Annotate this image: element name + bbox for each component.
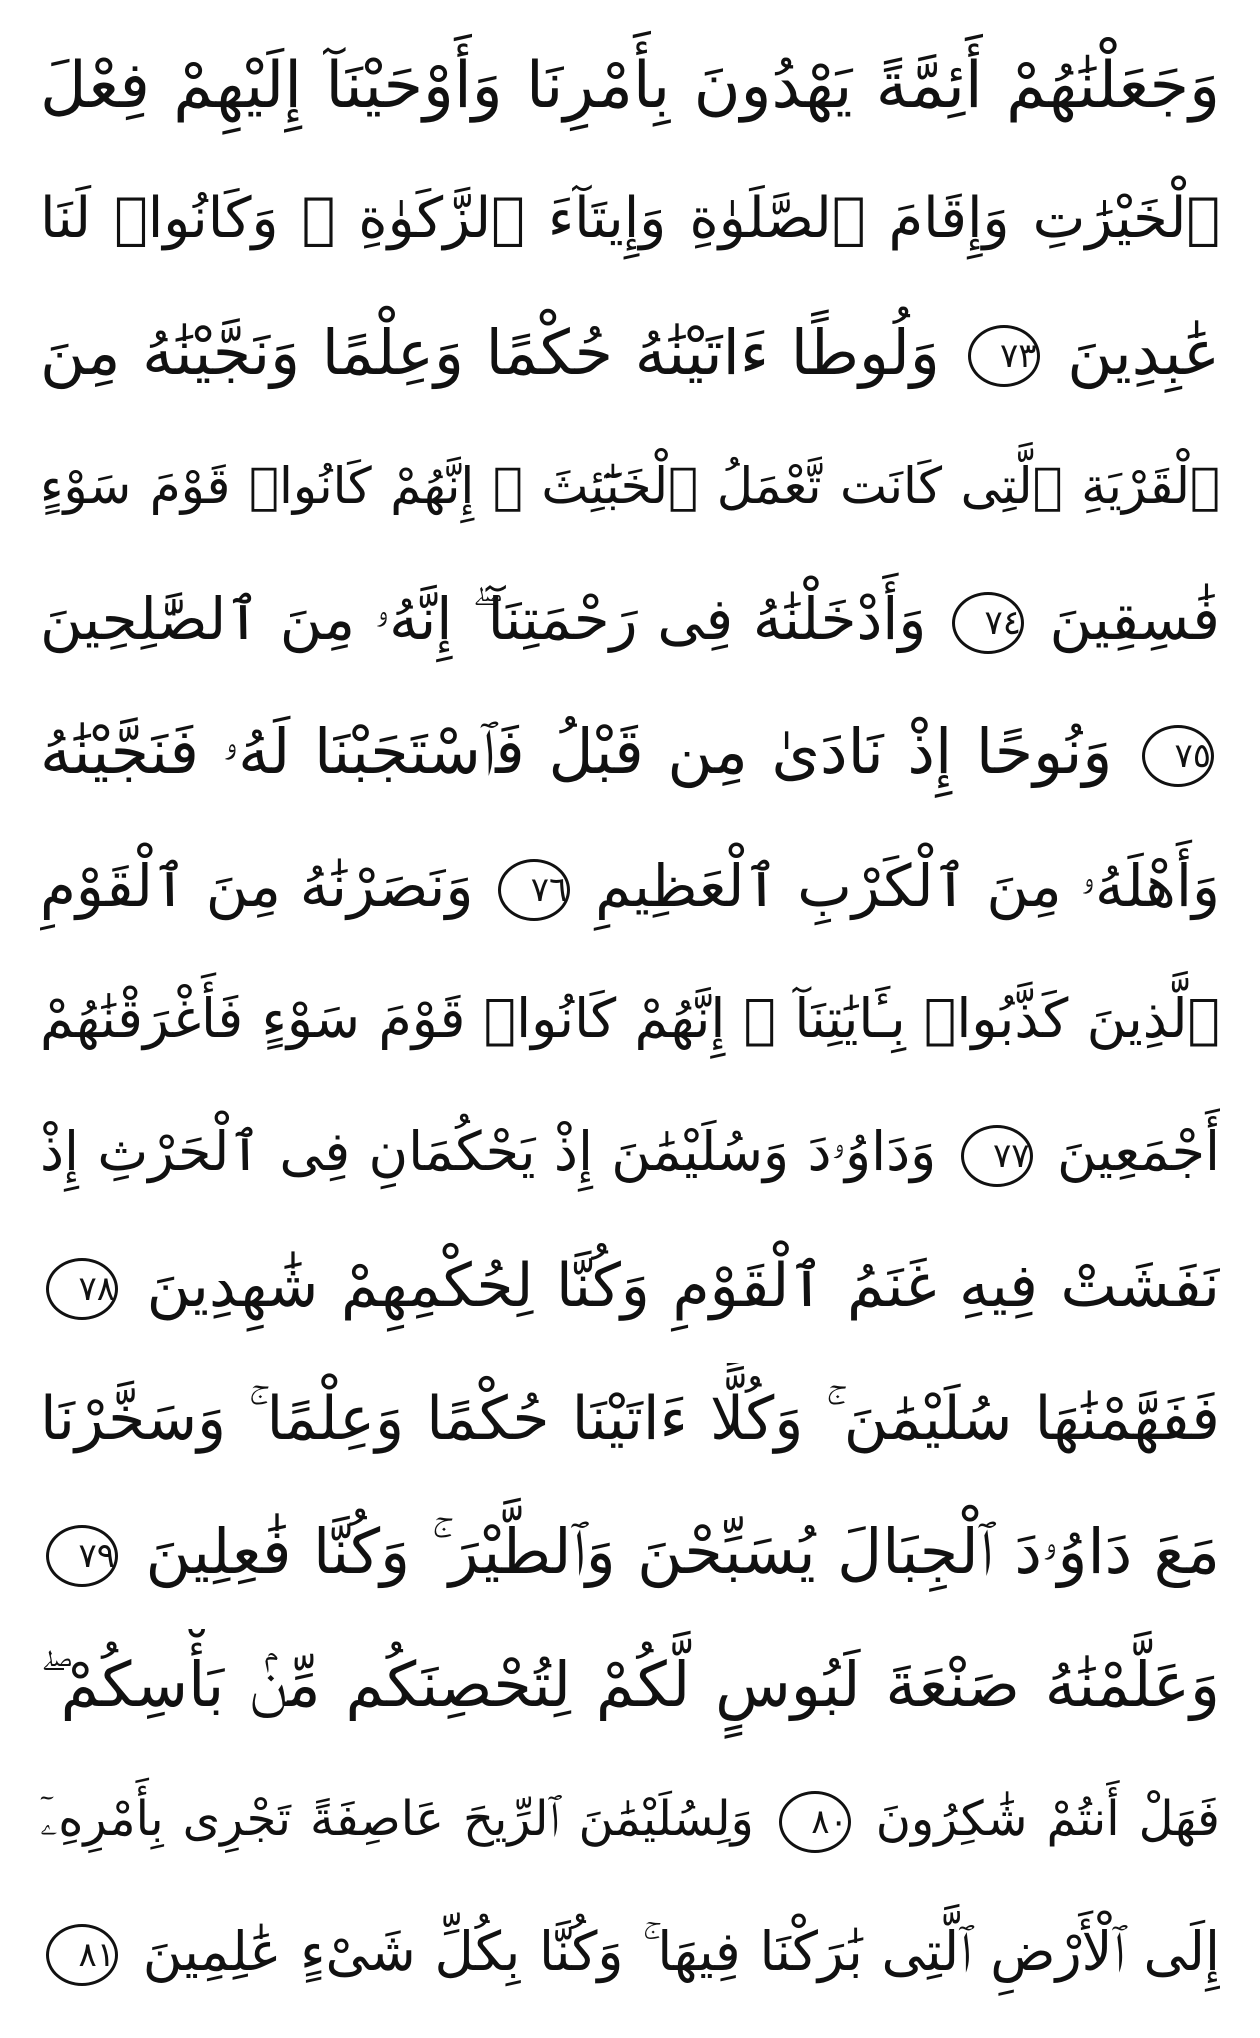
text-line — [40, 1763, 1220, 1875]
verse-text: وَدَاوُۥدَ وَسُلَيْمَٰنَ إِذْ يَحْكُمَانِ فِى ٱلْحَرْثِ إِذْ — [40, 1120, 937, 1184]
verse-text: وَأَهْلَهُۥ مِنَ ٱلْكَرْبِ ٱلْعَظِيمِ — [595, 851, 1220, 920]
verse-text: ٱلَّذِينَ كَذَّبُوا۟ بِـَٔايَٰتِنَآ ۚ إِنَّهُمْ كَانُوا۟ قَوْمَ سَوْءٍ فَأَغْرَقْنَٰهُمْ — [40, 986, 1220, 1050]
text-line — [40, 297, 1220, 409]
verse-text: فَفَهَّمْنَٰهَا سُلَيْمَٰنَ ۚ وَكُلًّا ءَاتَيْنَا حُكْمًا وَعِلْمًا ۚ وَسَخَّرْنَا — [40, 1383, 1220, 1454]
text-line — [40, 563, 1220, 675]
verse-text: إِلَى ٱلْأَرْضِ ٱلَّتِى بَٰرَكْنَا فِيهَا ۚ وَكُنَّا بِكُلِّ شَىْءٍ عَٰلِمِينَ — [142, 1919, 1220, 1983]
ayah-number-marker: ٧٣ — [968, 325, 1040, 387]
text-line — [40, 1896, 1220, 2008]
ayah-number-marker: ٨١ — [46, 1924, 118, 1986]
verse-text: وَلُوطًا ءَاتَيْنَٰهُ حُكْمًا وَعِلْمًا وَنَجَّيْنَٰهُ مِنَ — [40, 315, 940, 389]
verse-text: ٱلْخَيْرَٰتِ وَإِقَامَ ٱلصَّلَوٰةِ وَإِيتَآءَ ٱلزَّكَوٰةِ ۖ وَكَانُوا۟ لَنَا — [40, 186, 1220, 252]
verse-text: وَلِسُلَيْمَٰنَ ٱلرِّيحَ عَاصِفَةً تَجْرِى بِأَمْرِهِۦٓ — [40, 1790, 754, 1847]
verse-text: فَهَلْ أَنتُمْ شَٰكِرُونَ — [875, 1790, 1220, 1847]
text-line — [40, 163, 1220, 275]
text-line — [40, 1230, 1220, 1342]
text-line — [40, 1496, 1220, 1608]
text-line — [40, 1096, 1220, 1208]
text-line — [40, 963, 1220, 1075]
ayah-number-marker: ٧٤ — [952, 592, 1024, 654]
text-line — [40, 1629, 1220, 1741]
verse-text: وَأَدْخَلْنَٰهُ فِى رَحْمَتِنَآ ۖ إِنَّهُۥ مِنَ ٱلصَّٰلِحِينَ — [40, 585, 927, 654]
verse-text: ٱلْقَرْيَةِ ٱلَّتِى كَانَت تَّعْمَلُ ٱلْخَبَٰٓئِثَ ۗ إِنَّهُمْ كَانُوا۟ قَوْمَ سَوْءٍ — [40, 456, 1220, 515]
text-line — [40, 30, 1220, 142]
verse-text: وَنُوحًا إِذْ نَادَىٰ مِن قَبْلُ فَٱسْتَجَبْنَا لَهُۥ فَنَجَّيْنَٰهُ — [40, 715, 1113, 789]
verse-text: عَٰبِدِينَ — [1067, 315, 1220, 389]
ayah-number-marker: ٧٩ — [46, 1525, 118, 1587]
ayah-number-marker: ٧٦ — [498, 859, 570, 921]
quran-text-block — [40, 30, 1220, 2008]
text-line — [40, 830, 1220, 942]
text-line — [40, 430, 1220, 542]
text-line — [40, 1363, 1220, 1475]
verse-text: فَٰسِقِينَ — [1049, 585, 1220, 654]
verse-text: وَنَصَرْنَٰهُ مِنَ ٱلْقَوْمِ — [40, 851, 474, 920]
ayah-number-marker: ٧٨ — [46, 1258, 118, 1320]
verse-text: مَعَ دَاوُۥدَ ٱلْجِبَالَ يُسَبِّحْنَ وَٱلطَّيْرَ ۚ وَكُنَّا فَٰعِلِينَ — [145, 1515, 1220, 1589]
ayah-number-marker: ٧٧ — [961, 1125, 1033, 1187]
text-line — [40, 696, 1220, 808]
verse-text: وَجَعَلْنَٰهُمْ أَئِمَّةً يَهْدُونَ بِأَمْرِنَا وَأَوْحَيْنَآ إِلَيْهِمْ فِعْلَ — [40, 49, 1220, 123]
verse-text: نَفَشَتْ فِيهِ غَنَمُ ٱلْقَوْمِ وَكُنَّا لِحُكْمِهِمْ شَٰهِدِينَ — [146, 1250, 1220, 1321]
verse-text: وَعَلَّمْنَٰهُ صَنْعَةَ لَبُوسٍ لَّكُمْ لِتُحْصِنَكُم مِّنۢ بَأْسِكُمْ ۖ — [40, 1648, 1220, 1722]
ayah-number-marker: ٨٠ — [779, 1791, 851, 1853]
ayah-number-marker: ٧٥ — [1142, 725, 1214, 787]
verse-text: أَجْمَعِينَ — [1056, 1120, 1220, 1184]
